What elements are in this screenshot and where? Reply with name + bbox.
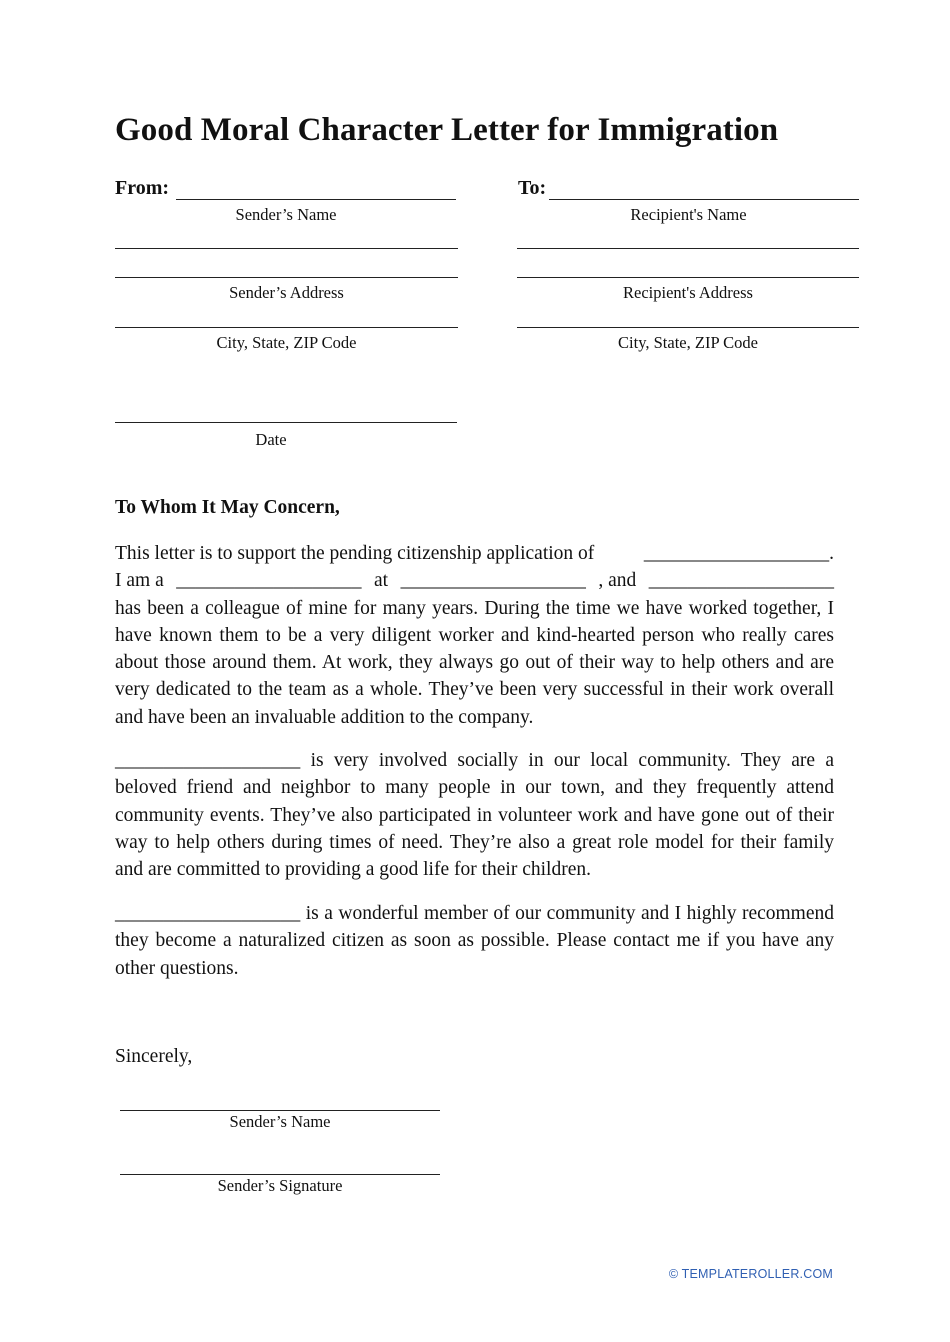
sender-address-line-2[interactable] — [115, 277, 458, 278]
page-title: Good Moral Character Letter for Immigration — [115, 112, 779, 148]
recipient-city-line[interactable] — [517, 327, 859, 328]
recipient-name-caption: Recipient's Name — [630, 205, 747, 224]
and-text: , and — [598, 570, 637, 592]
company-blank[interactable]: ___________________ — [400, 570, 586, 592]
sender-address-line-1[interactable] — [115, 248, 458, 249]
applicant-name-blank[interactable]: ___________________ — [643, 543, 830, 564]
paragraph-1 — [115, 540, 834, 731]
paragraph-1-body: has been a colleague of mine for many years. During the time we have worked together, I have known them to be a very diligent worker and kind-hearted person who really cares about those around them. At work, they always go out of their way to help others and are very dedicated to the team as a whole. They’ve been very successful in their work overall and have been an invaluable addition to the company. — [115, 597, 834, 728]
greeting: To Whom It May Concern, — [115, 497, 340, 518]
paragraph-3-body: is a wonderful member of our community and I highly recommend they become a naturalized citizen as soon as possible. Please contact me if you have any other questions. — [115, 903, 834, 979]
footer-copyright[interactable]: © TEMPLATEROLLER.COM — [668, 1267, 833, 1281]
signature-name-caption: Sender’s Name — [229, 1112, 331, 1131]
to-label: To: — [518, 177, 547, 199]
applicant-name-blank-4[interactable]: ___________________ — [115, 903, 301, 924]
recipient-city-caption: City, State, ZIP Code — [618, 333, 758, 352]
applicant-name-blank-3[interactable]: ___________________ — [115, 750, 301, 771]
paragraph-1-line-2 — [115, 567, 834, 594]
paragraph-1-line-1 — [115, 540, 834, 567]
paragraph-1-intro: This letter is to support the pending citizenship application of — [115, 543, 595, 564]
signature-line[interactable] — [120, 1174, 440, 1175]
paragraph-2 — [115, 747, 834, 883]
period: . — [829, 543, 834, 564]
sender-position-blank[interactable]: ___________________ — [176, 570, 362, 592]
applicant-name-blank-2[interactable]: ___________________ — [648, 570, 834, 592]
sender-city-line[interactable] — [115, 327, 458, 328]
i-am-a-text: I am a — [115, 570, 164, 592]
date-caption: Date — [255, 430, 287, 449]
recipient-name-line[interactable] — [549, 199, 859, 200]
signature-name-line[interactable] — [120, 1110, 440, 1111]
closing: Sincerely, — [115, 1046, 193, 1067]
sender-address-caption: Sender’s Address — [229, 283, 344, 302]
date-line[interactable] — [115, 422, 457, 423]
paragraph-2-body: is very involved socially in our local community. They are a beloved friend and neighbor to many people in our town, and they frequently attend community events. They’ve also participated in volunteer work and have gone out of their way to help others during times of need. They’re also a great role model for their family and are committed to providing a good life for their children. — [115, 750, 834, 881]
recipient-address-line-2[interactable] — [517, 277, 859, 278]
sender-name-caption: Sender’s Name — [235, 205, 337, 224]
paragraph-3 — [115, 900, 834, 982]
signature-caption: Sender’s Signature — [217, 1176, 343, 1195]
sender-name-line[interactable] — [176, 199, 456, 200]
recipient-address-caption: Recipient's Address — [623, 283, 753, 302]
recipient-address-line-1[interactable] — [517, 248, 859, 249]
from-label: From: — [115, 177, 170, 199]
sender-city-caption: City, State, ZIP Code — [216, 333, 357, 352]
at-text: at — [373, 570, 389, 592]
